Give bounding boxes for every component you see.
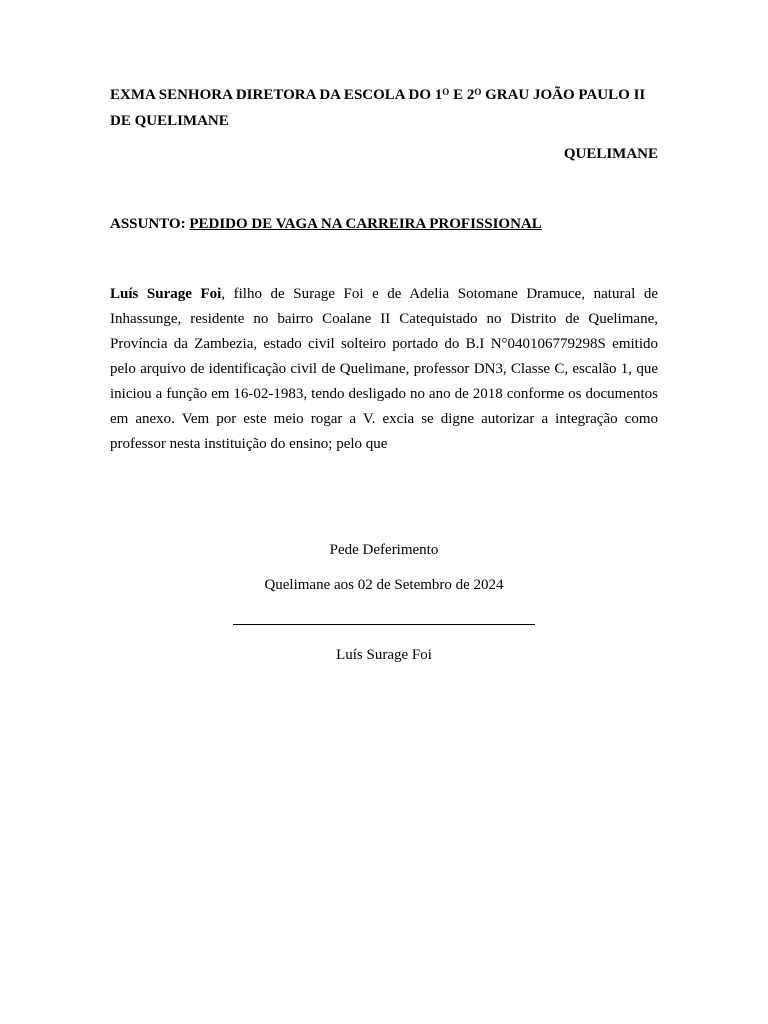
subject-text: PEDIDO DE VAGA NA CARREIRA PROFISSIONAL	[189, 216, 542, 232]
closing-request: Pede Deferimento	[329, 542, 439, 558]
ordinal-indicator-1: O	[442, 87, 450, 97]
addressee-part-3: GRAU JOÃO PAULO II DE QUELIMANE	[110, 87, 646, 129]
signature-line	[233, 624, 535, 625]
letter-body	[110, 282, 658, 457]
ordinal-indicator-2: O	[474, 87, 482, 97]
applicant-name: Luís Surage Foi	[110, 286, 222, 302]
subject-label: ASSUNTO:	[110, 216, 190, 232]
subject-line	[110, 213, 658, 235]
addressee-part-1: EXMA SENHORA DIRETORA DA ESCOLA DO 1	[110, 87, 443, 103]
letter-body-text: , filho de Surage Foi e de Adelia Sotomane Dramuce, natural de Inhassunge, residente no bairro Coalane II Catequistado no Distrito de Quelimane, Província da Zambezia, estado civil solteiro portado do B.I N°040106779298S emitido pelo arquivo de identificação civil de Quelimane, professor DN3, Classe C, escalão 1, que iniciou a função em 16-02-1983, tendo desligado no ano de 2018 conforme os documentos em anexo. Vem por este meio rogar a V. excia se digne autorizar a integração como professor nesta instituição do ensino; pelo que	[110, 286, 658, 452]
addressee-part-2: E 2	[449, 87, 475, 103]
addressee-heading	[110, 82, 658, 134]
city-line: QUELIMANE	[563, 146, 658, 162]
signer-name: Luís Surage Foi	[336, 647, 432, 663]
closing-date: Quelimane aos 02 de Setembro de 2024	[264, 577, 504, 593]
